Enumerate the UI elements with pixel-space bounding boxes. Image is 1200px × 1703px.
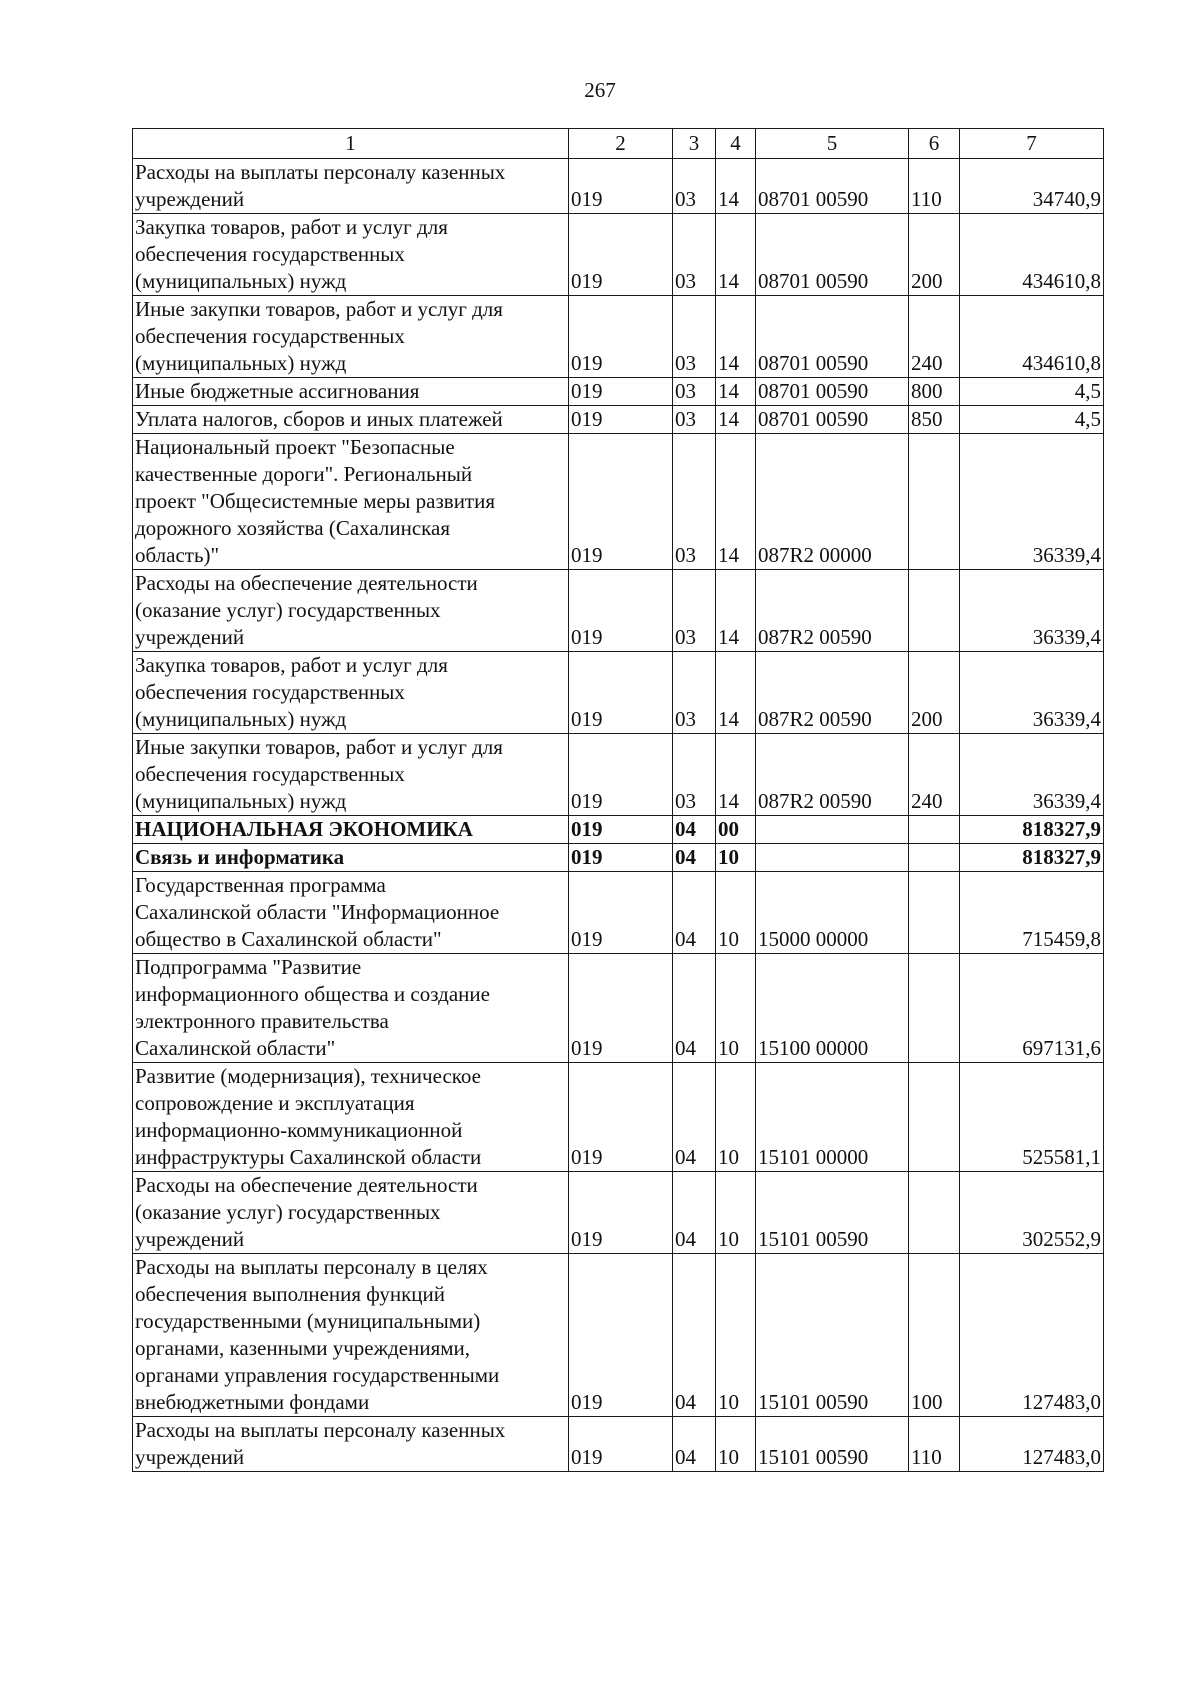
subsection-cell: 10 [716, 1063, 756, 1172]
row-name-cell: Иные закупки товаров, работ и услуг для обеспечения государственных (муниципальных) нужд [133, 296, 569, 378]
target-article-cell [756, 816, 909, 844]
ministry-code-cell: 019 [569, 1417, 673, 1472]
table-row [133, 954, 1104, 1063]
row-name-cell: Закупка товаров, работ и услуг для обеспечения государственных (муниципальных) нужд [133, 214, 569, 296]
subsection-cell: 14 [716, 734, 756, 816]
amount-cell: 302552,9 [960, 1172, 1104, 1254]
ministry-code-cell: 019 [569, 652, 673, 734]
table-row [133, 734, 1104, 816]
section-cell: 03 [673, 296, 716, 378]
col-header-5: 5 [756, 129, 909, 159]
target-article-cell: 087R2 00590 [756, 734, 909, 816]
section-cell: 03 [673, 214, 716, 296]
subsection-cell: 14 [716, 378, 756, 406]
subsection-cell: 10 [716, 1172, 756, 1254]
row-name-cell: Расходы на выплаты персоналу казенных учреждений [133, 1417, 569, 1472]
ministry-code-cell: 019 [569, 406, 673, 434]
table-row [133, 406, 1104, 434]
col-header-4: 4 [716, 129, 756, 159]
table-row [133, 214, 1104, 296]
amount-cell: 127483,0 [960, 1417, 1104, 1472]
expense-type-cell [909, 1063, 960, 1172]
target-article-cell: 15101 00590 [756, 1172, 909, 1254]
ministry-code-cell: 019 [569, 434, 673, 570]
target-article-cell: 087R2 00000 [756, 434, 909, 570]
subsection-cell: 14 [716, 652, 756, 734]
header-row [133, 129, 1104, 159]
amount-cell: 434610,8 [960, 296, 1104, 378]
amount-cell: 36339,4 [960, 652, 1104, 734]
expense-type-cell [909, 434, 960, 570]
table-row [133, 844, 1104, 872]
subsection-cell: 14 [716, 570, 756, 652]
table-body [133, 159, 1104, 1472]
table-row [133, 570, 1104, 652]
amount-cell: 4,5 [960, 378, 1104, 406]
subsection-cell: 10 [716, 872, 756, 954]
row-name-cell: Закупка товаров, работ и услуг для обеспечения государственных (муниципальных) нужд [133, 652, 569, 734]
row-name-cell: Расходы на выплаты персоналу в целях обеспечения выполнения функций государственными (муниципальными) органами, казенными учреждениями, органами управления государственными внебюджетными фондами [133, 1254, 569, 1417]
amount-cell: 4,5 [960, 406, 1104, 434]
ministry-code-cell: 019 [569, 734, 673, 816]
section-cell: 04 [673, 1063, 716, 1172]
ministry-code-cell: 019 [569, 816, 673, 844]
section-cell: 03 [673, 734, 716, 816]
expense-type-cell: 850 [909, 406, 960, 434]
section-cell: 04 [673, 1172, 716, 1254]
subsection-cell: 14 [716, 434, 756, 570]
target-article-cell: 08701 00590 [756, 159, 909, 214]
table-row [133, 1172, 1104, 1254]
amount-cell: 127483,0 [960, 1254, 1104, 1417]
target-article-cell: 087R2 00590 [756, 570, 909, 652]
section-cell: 04 [673, 844, 716, 872]
subsection-cell: 00 [716, 816, 756, 844]
target-article-cell: 08701 00590 [756, 406, 909, 434]
expense-type-cell [909, 954, 960, 1063]
table-row [133, 652, 1104, 734]
table-row [133, 1063, 1104, 1172]
ministry-code-cell: 019 [569, 214, 673, 296]
subsection-cell: 14 [716, 296, 756, 378]
row-name-cell: Связь и информатика [133, 844, 569, 872]
target-article-cell: 087R2 00590 [756, 652, 909, 734]
amount-cell: 818327,9 [960, 844, 1104, 872]
ministry-code-cell: 019 [569, 1254, 673, 1417]
expense-type-cell [909, 872, 960, 954]
row-name-cell: Национальный проект "Безопасные качественные дороги". Региональный проект "Общесистемные меры развития дорожного хозяйства (Сахалинская область)" [133, 434, 569, 570]
section-cell: 03 [673, 406, 716, 434]
row-name-cell: НАЦИОНАЛЬНАЯ ЭКОНОМИКА [133, 816, 569, 844]
row-name-cell: Расходы на обеспечение деятельности (оказание услуг) государственных учреждений [133, 570, 569, 652]
expense-type-cell: 110 [909, 159, 960, 214]
expense-type-cell: 200 [909, 652, 960, 734]
table-row [133, 1254, 1104, 1417]
col-header-2: 2 [569, 129, 673, 159]
amount-cell: 697131,6 [960, 954, 1104, 1063]
table-row [133, 378, 1104, 406]
row-name-cell: Иные закупки товаров, работ и услуг для обеспечения государственных (муниципальных) нужд [133, 734, 569, 816]
table-row [133, 296, 1104, 378]
ministry-code-cell: 019 [569, 844, 673, 872]
target-article-cell: 15101 00000 [756, 1063, 909, 1172]
subsection-cell: 10 [716, 1254, 756, 1417]
subsection-cell: 10 [716, 954, 756, 1063]
target-article-cell: 15100 00000 [756, 954, 909, 1063]
table-row [133, 816, 1104, 844]
target-article-cell: 08701 00590 [756, 296, 909, 378]
ministry-code-cell: 019 [569, 1063, 673, 1172]
target-article-cell [756, 844, 909, 872]
expense-type-cell [909, 844, 960, 872]
amount-cell: 36339,4 [960, 734, 1104, 816]
row-name-cell: Уплата налогов, сборов и иных платежей [133, 406, 569, 434]
row-name-cell: Расходы на выплаты персоналу казенных учреждений [133, 159, 569, 214]
row-name-cell: Государственная программа Сахалинской области "Информационное общество в Сахалинской области" [133, 872, 569, 954]
expense-type-cell [909, 816, 960, 844]
table-row [133, 159, 1104, 214]
expense-type-cell: 110 [909, 1417, 960, 1472]
amount-cell: 715459,8 [960, 872, 1104, 954]
expense-type-cell: 240 [909, 296, 960, 378]
expense-type-cell: 240 [909, 734, 960, 816]
table-row [133, 1417, 1104, 1472]
target-article-cell: 15101 00590 [756, 1417, 909, 1472]
subsection-cell: 10 [716, 1417, 756, 1472]
target-article-cell: 15000 00000 [756, 872, 909, 954]
amount-cell: 34740,9 [960, 159, 1104, 214]
ministry-code-cell: 019 [569, 954, 673, 1063]
section-cell: 03 [673, 159, 716, 214]
expense-type-cell [909, 1172, 960, 1254]
ministry-code-cell: 019 [569, 296, 673, 378]
section-cell: 04 [673, 816, 716, 844]
ministry-code-cell: 019 [569, 378, 673, 406]
page-number: 267 [584, 78, 616, 102]
subsection-cell: 10 [716, 844, 756, 872]
section-cell: 04 [673, 1417, 716, 1472]
ministry-code-cell: 019 [569, 872, 673, 954]
target-article-cell: 08701 00590 [756, 214, 909, 296]
table-row [133, 872, 1104, 954]
col-header-3: 3 [673, 129, 716, 159]
subsection-cell: 14 [716, 214, 756, 296]
amount-cell: 36339,4 [960, 570, 1104, 652]
expense-type-cell: 200 [909, 214, 960, 296]
ministry-code-cell: 019 [569, 1172, 673, 1254]
col-header-6: 6 [909, 129, 960, 159]
row-name-cell: Расходы на обеспечение деятельности (оказание услуг) государственных учреждений [133, 1172, 569, 1254]
section-cell: 04 [673, 954, 716, 1063]
col-header-7: 7 [960, 129, 1104, 159]
amount-cell: 525581,1 [960, 1063, 1104, 1172]
amount-cell: 36339,4 [960, 434, 1104, 570]
subsection-cell: 14 [716, 406, 756, 434]
subsection-cell: 14 [716, 159, 756, 214]
section-cell: 03 [673, 652, 716, 734]
table-row [133, 434, 1104, 570]
section-cell: 04 [673, 1254, 716, 1417]
section-cell: 03 [673, 378, 716, 406]
section-cell: 03 [673, 570, 716, 652]
section-cell: 03 [673, 434, 716, 570]
ministry-code-cell: 019 [569, 570, 673, 652]
target-article-cell: 08701 00590 [756, 378, 909, 406]
row-name-cell: Иные бюджетные ассигнования [133, 378, 569, 406]
ministry-code-cell: 019 [569, 159, 673, 214]
amount-cell: 434610,8 [960, 214, 1104, 296]
expense-type-cell: 100 [909, 1254, 960, 1417]
budget-table [132, 128, 1104, 1472]
target-article-cell: 15101 00590 [756, 1254, 909, 1417]
expense-type-cell: 800 [909, 378, 960, 406]
section-cell: 04 [673, 872, 716, 954]
col-header-1: 1 [133, 129, 569, 159]
expense-type-cell [909, 570, 960, 652]
row-name-cell: Развитие (модернизация), техническое сопровождение и эксплуатация информационно-коммуникационной инфраструктуры Сахалинской области [133, 1063, 569, 1172]
row-name-cell: Подпрограмма "Развитие информационного общества и создание электронного правительства Сахалинской области" [133, 954, 569, 1063]
amount-cell: 818327,9 [960, 816, 1104, 844]
